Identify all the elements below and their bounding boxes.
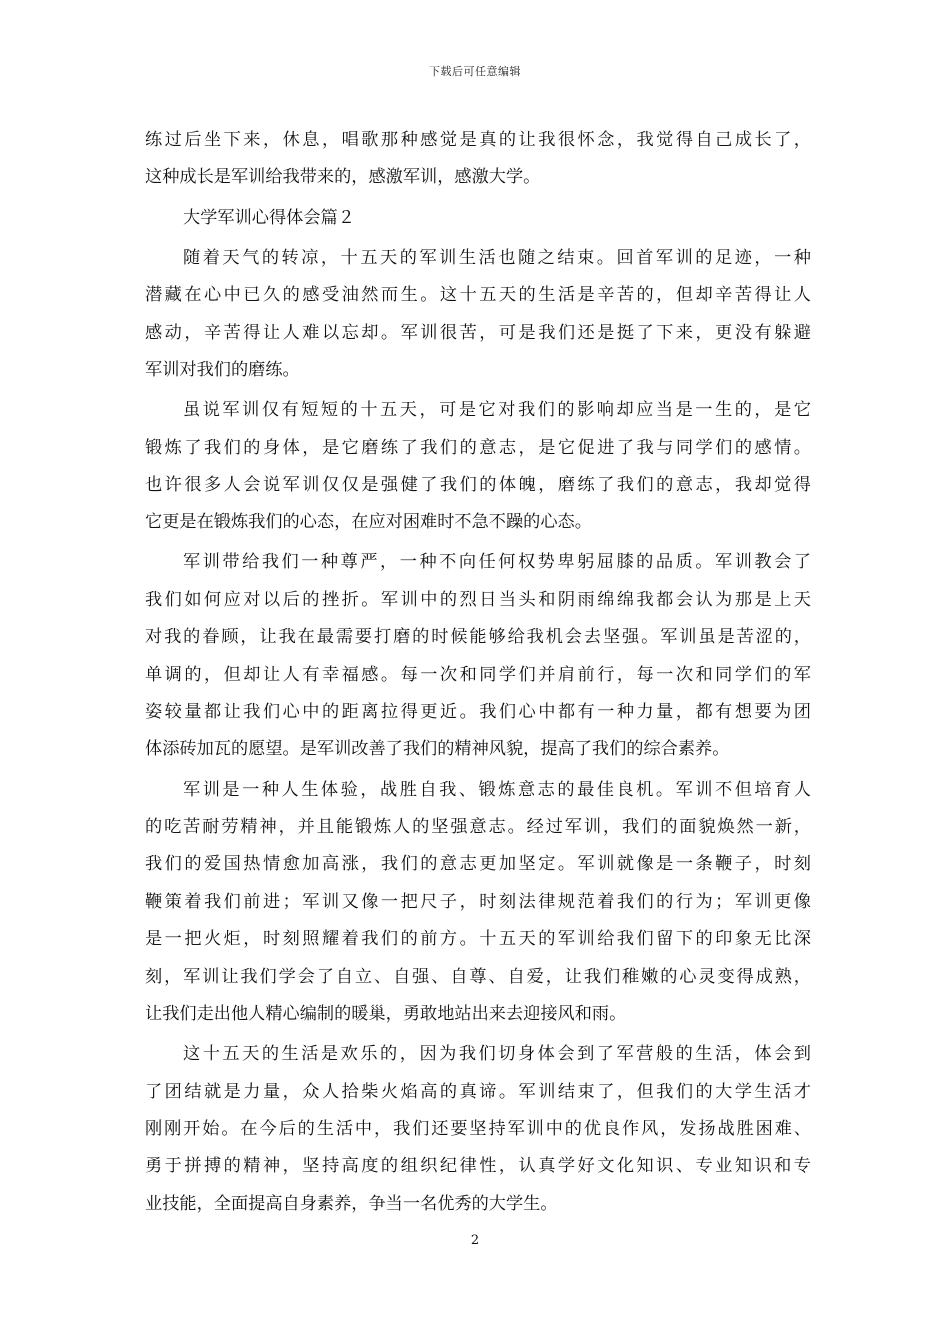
paragraph <box>145 544 811 768</box>
text-line: 刚刚开始。在今后的生活中，我们还要坚持军训中的优良作风，发扬战胜困难、 <box>145 1118 811 1139</box>
paragraph <box>145 122 811 197</box>
text-line: 军训带给我们一种尊严，一种不向任何权势卑躬屈膝的品质。军训教会了 <box>183 552 811 573</box>
text-line: 是一把火炬，时刻照耀着我们的前方。十五天的军训给我们留下的印象无比深 <box>145 929 811 950</box>
paragraph <box>145 1036 811 1223</box>
text-line: 我们的爱国热情愈加高涨，我们的意志更加坚定。军训就像是一条鞭子，时刻 <box>145 854 811 875</box>
text-line: 单调的，但却让人有幸福感。每一次和同学们并肩前行，每一次和同学们的军 <box>145 664 811 685</box>
text-line: 锻炼了我们的身体，是它磨练了我们的意志，是它促进了我与同学们的感情。 <box>145 437 811 458</box>
text-line: 这种成长是军训给我带来的，感激军训，感激大学。 <box>145 167 541 188</box>
text-line: 练过后坐下来，休息，唱歌那种感觉是真的让我很怀念，我觉得自己成长了， <box>145 130 811 150</box>
text-line: 潜藏在心中已久的感受油然而生。这十五天的生活是辛苦的，但却辛苦得让人 <box>145 285 811 306</box>
text-line: 对我的眷顾，让我在最需要打磨的时候能够给我机会去坚强。军训虽是苦涩的， <box>145 627 811 648</box>
text-line: 的吃苦耐劳精神，并且能锻炼人的坚强意志。经过军训，我们的面貌焕然一新， <box>145 817 811 838</box>
paragraph <box>145 772 811 1034</box>
paragraph <box>145 240 811 390</box>
text-line: 虽说军训仅有短短的十五天，可是它对我们的影响却应当是一生的，是它 <box>183 400 811 421</box>
section-heading-text: 大学军训心得体会篇２ <box>183 207 355 228</box>
text-line: 鞭策着我们前进；军训又像一把尺子，时刻法律规范着我们的行为；军训更像 <box>145 891 811 912</box>
text-line: 姿较量都让我们心中的距离拉得更近。我们心中都有一种力量，都有想要为团 <box>145 702 811 723</box>
text-line: 让我们走出他人精心编制的暖巢，勇敢地站出来去迎接风和雨。 <box>145 1003 627 1024</box>
text-line: 体添砖加瓦的愿望。是军训改善了我们的精神风貌，提高了我们的综合素养。 <box>145 739 730 760</box>
text-line: 随着天气的转凉，十五天的军训生活也随之结束。回首军训的足迹，一种 <box>183 247 811 268</box>
document-body <box>145 122 811 1223</box>
section-heading <box>145 200 811 237</box>
text-line: 业技能，全面提高自身素养，争当一名优秀的大学生。 <box>145 1193 558 1214</box>
text-line: 它更是在锻炼我们的心态，在应对困难时不急不躁的心态。 <box>145 512 592 533</box>
text-line: 了团结就是力量，众人拾柴火焰高的真谛。军训结束了，但我们的大学生活才 <box>145 1081 811 1102</box>
text-line: 感动，辛苦得让人难以忘却。军训很苦，可是我们还是挺了下来，更没有躲避 <box>145 322 811 343</box>
text-line: 军训是一种人生体验，战胜自我、锻炼意志的最佳良机。军训不但培育人 <box>183 779 811 800</box>
page-number: 2 <box>470 1233 480 1248</box>
text-line: 也许很多人会说军训仅仅是强健了我们的体魄，磨练了我们的意志，我却觉得 <box>145 474 811 495</box>
page-header: 下载后可任意编辑 <box>429 65 521 78</box>
paragraph <box>145 392 811 542</box>
text-line: 这十五天的生活是欢乐的，因为我们切身体会到了军营般的生活，体会到 <box>183 1044 811 1065</box>
text-line: 我们如何应对以后的挫折。军训中的烈日当头和阴雨绵绵我都会认为那是上天 <box>145 589 811 610</box>
text-line: 勇于拼搏的精神，坚持高度的组织纪律性，认真学好文化知识、专业知识和专 <box>145 1156 811 1177</box>
text-line: 刻，军训让我们学会了自立、自强、自尊、自爱，让我们稚嫩的心灵变得成熟， <box>145 966 811 987</box>
text-line: 军训对我们的磨练。 <box>145 359 300 380</box>
